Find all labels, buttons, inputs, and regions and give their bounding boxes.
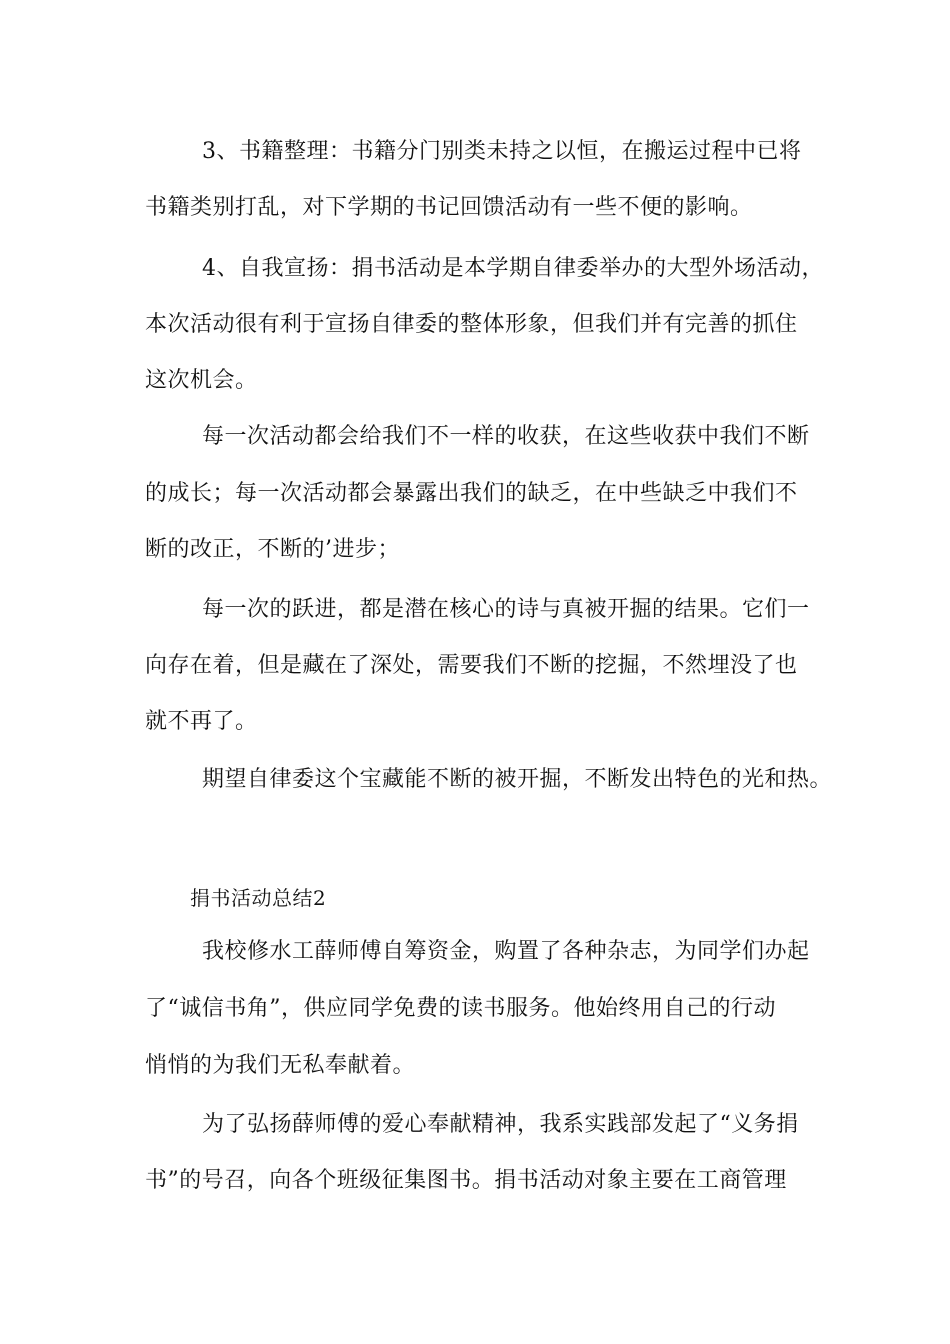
paragraph-line: 我校修水工薛师傅自筹资金，购置了各种杂志，为同学们办起 (202, 939, 810, 964)
paragraph-line: 4、自我宣扬：捐书活动是本学期自律委举办的大型外场活动， (202, 256, 824, 281)
section-title: 捐书活动总结2 (190, 886, 327, 910)
paragraph-line: 期望自律委这个宝藏能不断的被开掘，不断发出特色的光和热。 (202, 767, 833, 792)
paragraph-line: 这次机会。 (145, 368, 258, 393)
paragraph-line: 断的改正，不断的’进步； (145, 537, 400, 562)
paragraph-line: 每一次活动都会给我们不一样的收获，在这些收获中我们不断 (202, 424, 810, 449)
paragraph-line: 本次活动很有利于宣扬自律委的整体形象，但我们并有完善的抓住 (145, 312, 798, 337)
paragraph-line: 每一次的跃进，都是潜在核心的诗与真被开掘的结果。它们一 (202, 597, 810, 622)
paragraph-line: 的成长；每一次活动都会暴露出我们的缺乏，在中些缺乏中我们不 (145, 481, 798, 506)
paragraph-line: 为了弘扬薛师傅的爱心奉献精神，我系实践部发起了“义务捐 (202, 1112, 799, 1137)
paragraph-line: 书籍类别打乱，对下学期的书记回馈活动有一些不便的影响。 (145, 195, 753, 220)
paragraph-line: 悄悄的为我们无私奉献着。 (145, 1053, 416, 1078)
paragraph-line: 3、书籍整理：书籍分门别类未持之以恒，在搬运过程中已将 (202, 139, 802, 164)
paragraph-line: 书”的号召，向各个班级征集图书。捐书活动对象主要在工商管理 (145, 1168, 787, 1193)
paragraph-line: 了“诚信书角”，供应同学免费的读书服务。他始终用自己的行动 (145, 996, 776, 1021)
paragraph-line: 向存在着，但是藏在了深处，需要我们不断的挖掘，不然埋没了也 (145, 653, 798, 678)
paragraph-line: 就不再了。 (145, 709, 258, 734)
